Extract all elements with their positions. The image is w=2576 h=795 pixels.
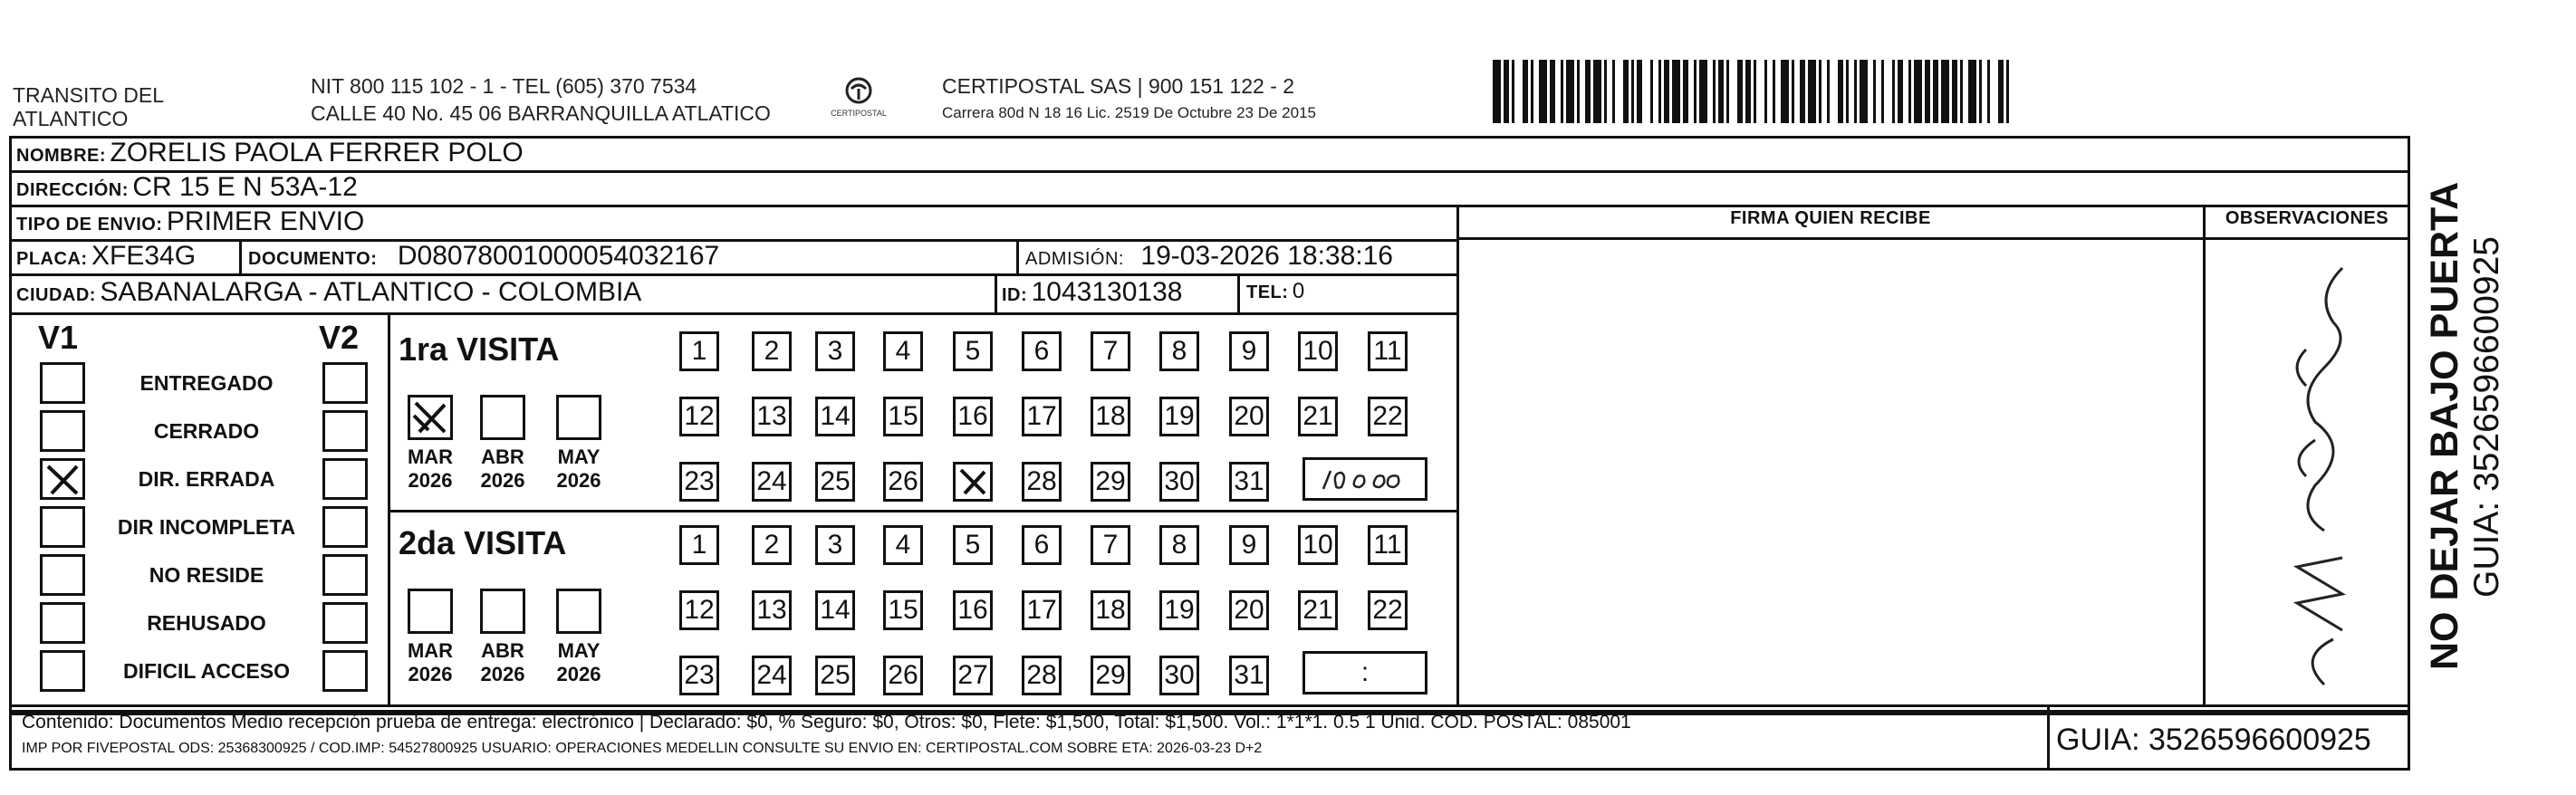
visit2-day-10[interactable]: 10 xyxy=(1298,525,1338,565)
company-line: CERTIPOSTAL SAS | 900 151 122 - 2 xyxy=(942,74,1295,98)
nit-line: NIT 800 115 102 - 1 - TEL (605) 370 7534 xyxy=(311,74,697,98)
visit2-day-30[interactable]: 30 xyxy=(1159,656,1199,695)
visit1-day-3[interactable]: 3 xyxy=(815,331,855,371)
v1-label: V1 xyxy=(38,319,79,356)
visit1-day-22[interactable]: 22 xyxy=(1368,397,1408,436)
v2-label: V2 xyxy=(319,319,360,356)
visit2-day-23[interactable]: 23 xyxy=(679,656,719,695)
visit2-day-12[interactable]: 12 xyxy=(679,590,719,630)
visit2-day-4[interactable]: 4 xyxy=(883,525,923,565)
certipostal-logo: CERTIPOSTAL xyxy=(815,72,902,123)
tel-row xyxy=(1246,279,1304,304)
visit2-day-1[interactable]: 1 xyxy=(679,525,719,565)
observaciones-label: OBSERVACIONES xyxy=(2225,208,2389,228)
nombre-row xyxy=(16,138,524,168)
visit2-month-label-0: MAR 2026 xyxy=(407,639,454,685)
company-info xyxy=(942,74,1316,123)
placa-row xyxy=(16,241,196,272)
visit2-day-28[interactable]: 28 xyxy=(1022,656,1062,695)
visit2-day-24[interactable]: 24 xyxy=(752,656,792,695)
visit1-day-2[interactable]: 2 xyxy=(752,331,792,371)
visit2-day-19[interactable]: 19 xyxy=(1159,590,1199,630)
visit1-day-24[interactable]: 24 xyxy=(752,462,792,502)
visit2-day-3[interactable]: 3 xyxy=(815,525,855,565)
visit2-title: 2da VISITA xyxy=(399,524,567,561)
org-line1: TRANSITO DEL xyxy=(13,83,164,107)
nombre-value: ZORELIS PAOLA FERRER POLO xyxy=(110,138,524,168)
visit1-month-label-0: MAR 2026 xyxy=(407,445,454,492)
handwritten-time xyxy=(1305,460,1425,498)
status-label-1: CERRADO xyxy=(153,419,260,443)
visit1-day-7[interactable]: 7 xyxy=(1091,331,1130,371)
visit1-day-5[interactable]: 5 xyxy=(953,331,993,371)
visit2-day-14[interactable]: 14 xyxy=(815,590,855,630)
observation-handwriting xyxy=(2206,241,2408,704)
id-row xyxy=(1002,277,1182,308)
status-label-3: DIR INCOMPLETA xyxy=(117,515,296,539)
tipo-row xyxy=(16,206,364,237)
tel-value: 0 xyxy=(1292,279,1305,303)
visit2-day-21[interactable]: 21 xyxy=(1298,590,1338,630)
org-contact xyxy=(311,74,771,125)
visit2-month-checkbox-0[interactable] xyxy=(408,589,453,634)
visit2-day-31[interactable]: 31 xyxy=(1229,656,1269,695)
visit2-day-22[interactable]: 22 xyxy=(1368,590,1408,630)
visit1-time-box[interactable] xyxy=(1302,457,1427,501)
status-label-0: ENTREGADO xyxy=(139,371,274,395)
firma-label: FIRMA QUIEN RECIBE xyxy=(1730,208,1931,228)
visit1-day-1[interactable]: 1 xyxy=(679,331,719,371)
visit2-time-box[interactable]: : xyxy=(1302,651,1427,694)
ciudad-row xyxy=(16,277,641,308)
tipo-value: PRIMER ENVIO xyxy=(166,206,365,236)
id-label: ID: xyxy=(1002,285,1028,305)
placa-label: PLACA: xyxy=(16,249,88,269)
admision-row xyxy=(1025,241,1393,272)
tel-label: TEL: xyxy=(1246,283,1289,302)
visit1-day-11[interactable]: 11 xyxy=(1368,331,1408,371)
visit2-day-9[interactable]: 9 xyxy=(1229,525,1269,565)
status-label-2: DIR. ERRADA xyxy=(138,467,275,491)
org-name xyxy=(13,83,164,130)
footer-guia: GUIA: 3526596600925 xyxy=(2056,723,2371,757)
side-no-dejar: NO DEJAR BAJO PUERTA xyxy=(2423,181,2466,670)
visit2-day-11[interactable]: 11 xyxy=(1368,525,1408,565)
visit2-day-6[interactable]: 6 xyxy=(1022,525,1062,565)
status-label-4: NO RESIDE xyxy=(149,563,264,587)
visit1-day-13[interactable]: 13 xyxy=(752,397,792,436)
visit1-day-16[interactable]: 16 xyxy=(953,397,993,436)
visit1-day-4[interactable]: 4 xyxy=(883,331,923,371)
visit1-day-8[interactable]: 8 xyxy=(1159,331,1199,371)
visit1-day-14[interactable]: 14 xyxy=(815,397,855,436)
visit2-day-2[interactable]: 2 xyxy=(752,525,792,565)
status-label-6: DIFICIL ACCESO xyxy=(122,659,290,683)
visit1-day-28[interactable]: 28 xyxy=(1022,462,1062,502)
visit1-day-6[interactable]: 6 xyxy=(1022,331,1062,371)
tipo-label: TIPO DE ENVIO: xyxy=(16,215,163,235)
barcode xyxy=(1493,60,2398,123)
visit2-day-16[interactable]: 16 xyxy=(953,590,993,630)
visit1-title: 1ra VISITA xyxy=(399,330,560,368)
visit2-day-29[interactable]: 29 xyxy=(1091,656,1130,695)
visit2-day-25[interactable]: 25 xyxy=(815,656,855,695)
visit1-day-27[interactable] xyxy=(953,462,993,502)
documento-row xyxy=(248,241,719,272)
footer-imp: IMP POR FIVEPOSTAL ODS: 25368300925 / COD.IMP: 54527800925 USUARIO: OPERACIONES MEDELLIN CONSULTE SU ENVIO EN: CERTIPOSTAL.COM SOBRE ETA: 2026-03-23 D+2 xyxy=(22,741,1263,756)
visit1-day-26[interactable]: 26 xyxy=(883,462,923,502)
visit1-day-10[interactable]: 10 xyxy=(1298,331,1338,371)
documento-value: D08078001000054032167 xyxy=(397,241,720,271)
visit2-day-7[interactable]: 7 xyxy=(1091,525,1130,565)
visit2-day-20[interactable]: 20 xyxy=(1229,590,1269,630)
visit2-month-label-1: ABR 2026 xyxy=(480,639,525,685)
address-line: CALLE 40 No. 45 06 BARRANQUILLA ATLATICO xyxy=(311,101,771,125)
visit1-day-15[interactable]: 15 xyxy=(883,397,923,436)
visit2-day-27[interactable]: 27 xyxy=(953,656,993,695)
visit1-month-checkbox-2[interactable] xyxy=(556,395,601,440)
visit1-day-19[interactable]: 19 xyxy=(1159,397,1199,436)
ciudad-label: CIUDAD: xyxy=(16,285,96,305)
visit2-day-18[interactable]: 18 xyxy=(1091,590,1130,630)
visit2-day-26[interactable]: 26 xyxy=(883,656,923,695)
visit1-day-25[interactable]: 25 xyxy=(815,462,855,502)
visit1-month-label-1: ABR 2026 xyxy=(480,445,525,492)
visit2-day-5[interactable]: 5 xyxy=(953,525,993,565)
direccion-value: CR 15 E N 53A-12 xyxy=(132,172,358,202)
visit2-day-15[interactable]: 15 xyxy=(883,590,923,630)
status-label-5: REHUSADO xyxy=(147,611,266,635)
id-value: 1043130138 xyxy=(1031,277,1183,307)
visit2-month-checkbox-1[interactable] xyxy=(480,589,525,634)
visit2-day-8[interactable]: 8 xyxy=(1159,525,1199,565)
visit1-day-21[interactable]: 21 xyxy=(1298,397,1338,436)
visit2-month-label-2: MAY 2026 xyxy=(556,639,601,685)
visit1-day-29[interactable]: 29 xyxy=(1091,462,1130,502)
visit1-month-label-2: MAY 2026 xyxy=(556,445,601,492)
visit1-day-17[interactable]: 17 xyxy=(1022,397,1062,436)
visit1-day-20[interactable]: 20 xyxy=(1229,397,1269,436)
license-line: Carrera 80d N 18 16 Lic. 2519 De Octubre 23 De 2015 xyxy=(942,104,1316,121)
footer-contenido: Contenido: Documentos Medio recepción prueba de entrega: electrónico | Declarado: $0, % Seguro: $0, Otros: $0, Flete: $1,500, Total: $1,500. Vol.: 1*1*1. 0.5 1 Unid. COD. POSTAL: 085001 xyxy=(22,712,1631,733)
visit1-day-23[interactable]: 23 xyxy=(679,462,719,502)
visit1-day-9[interactable]: 9 xyxy=(1229,331,1269,371)
visit1-day-30[interactable]: 30 xyxy=(1159,462,1199,502)
visit2-month-checkbox-2[interactable] xyxy=(556,589,601,634)
visit1-month-checkbox-0[interactable] xyxy=(408,395,453,440)
org-line2: ATLANTICO xyxy=(13,107,129,130)
visit1-day-12[interactable]: 12 xyxy=(679,397,719,436)
visit2-day-13[interactable]: 13 xyxy=(752,590,792,630)
visit1-day-31[interactable]: 31 xyxy=(1229,462,1269,502)
ciudad-value: SABANALARGA - ATLANTICO - COLOMBIA xyxy=(100,277,642,307)
direccion-label: DIRECCIÓN: xyxy=(16,180,129,200)
admision-label: ADMISIÓN: xyxy=(1025,249,1124,269)
admision-value: 19-03-2026 18:38:16 xyxy=(1140,241,1393,271)
nombre-label: NOMBRE: xyxy=(16,146,107,166)
visit1-day-18[interactable]: 18 xyxy=(1091,397,1130,436)
visit1-month-checkbox-1[interactable] xyxy=(480,395,525,440)
documento-label: DOCUMENTO: xyxy=(248,249,378,269)
placa-value: XFE34G xyxy=(91,241,197,271)
visit2-day-17[interactable]: 17 xyxy=(1022,590,1062,630)
side-guia: GUIA: 3526596600925 xyxy=(2467,236,2506,598)
direccion-row xyxy=(16,172,358,203)
